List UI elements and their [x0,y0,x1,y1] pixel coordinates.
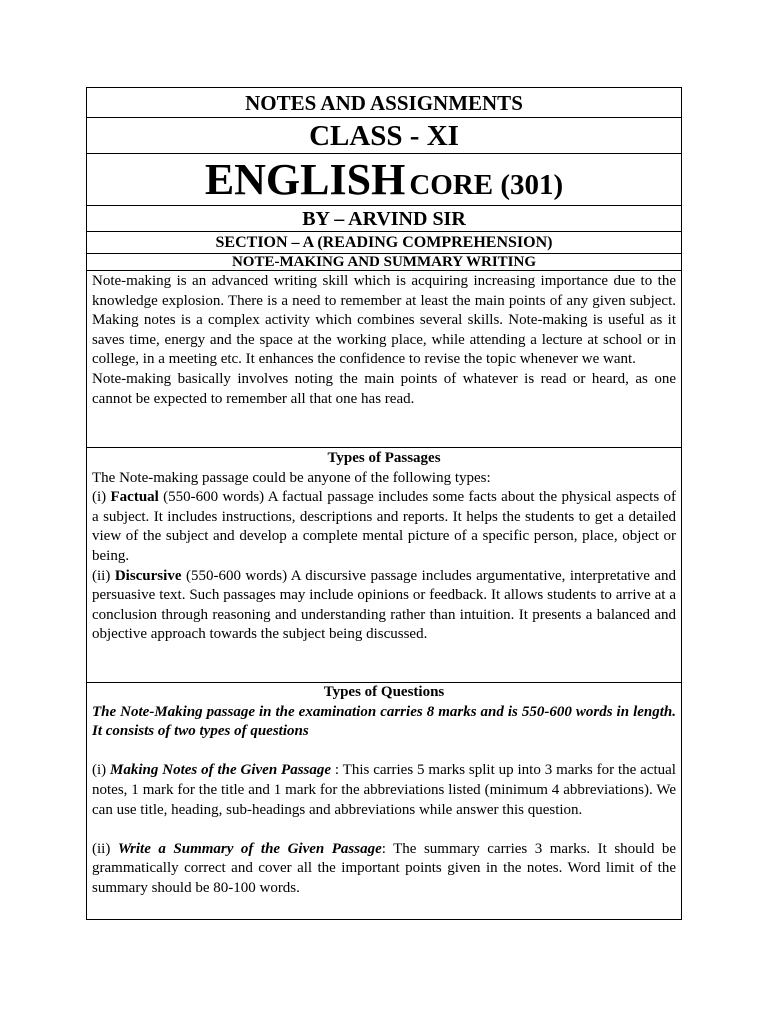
questions-block [87,683,681,919]
q2-prefix: (ii) [92,840,118,857]
subject-main: ENGLISH [204,155,406,204]
questions-lead: The Note-Making passage in the examination carries 8 marks and is 550-600 words in length. It consists of two types of questions [92,703,676,740]
question-2 [92,840,676,899]
questions-heading: Types of Questions [323,684,445,700]
factual-prefix: (i) [92,489,111,506]
subject-rest: CORE (301) [409,169,564,201]
factual-item [92,488,676,566]
discursive-item [92,567,676,645]
q1-text: : This carries 5 marks split up into 3 marks for the actual notes, 1 mark for the title and 1 mark for the abbreviations listed (minimum 4 abbreviations). We can use title, heading, sub-headings and abbreviations while answer this question. [92,762,676,818]
intro-paragraph-2: Note-making basically involves noting the main points of whatever is read or heard, as one cannot be expected to remember all that one has read. [92,370,676,407]
passages-lead: The Note-making passage could be anyone of the following types: [92,469,491,486]
spacer [92,742,676,762]
author-line: BY – ARVIND SIR [87,206,681,232]
topic-heading: NOTE-MAKING AND SUMMARY WRITING [87,254,681,271]
factual-term: Factual [110,489,159,506]
passages-block [87,448,681,683]
class-label: CLASS - XI [87,118,681,154]
discursive-text: (550-600 words) A discursive passage includes argumentative, interpretative and persuasive text. Such passages may include opinions or feedback. It allows students to arrive at a conclusion through reasoning and understanding rather than intuition. It presents a balanced and objective approach towards the subject being discussed. [92,567,676,643]
q2-term: Write a Summary of the Given Passage [117,840,382,857]
subject-title [87,154,681,206]
intro-paragraph-1: Note-making is an advanced writing skill which is acquiring increasing importance due to the knowledge explosion. There is a need to remember at least the main points of any given subject. Making notes is a complex activity which combines several skills. Note-making is useful as it saves time, energy and the space at the working place, while attending a lecture at school or in college, in a meeting etc. It enhances the confidence to revise the topic whenever we want. [92,273,676,368]
spacer [92,820,676,840]
factual-text: (550-600 words) A factual passage includes some facts about the physical aspects of a subject. It includes instructions, descriptions and reports. It helps the students to get a detailed view of the subject and develop a complete mental picture of a specific person, place, object or being. [92,489,676,564]
discursive-term: Discursive [114,567,182,584]
q1-term: Making Notes of the Given Passage [110,762,332,779]
question-1 [92,761,676,820]
passages-heading: Types of Passages [327,450,441,466]
q1-prefix: (i) [92,762,111,779]
document-title: NOTES AND ASSIGNMENTS [87,88,681,118]
q2-text: : The summary carries 3 marks. It should be grammatically correct and cover all the important points given in the notes. Word limit of the summary should be 80-100 words. [92,840,676,896]
discursive-prefix: (ii) [92,567,115,584]
section-heading: SECTION – A (READING COMPREHENSION) [87,232,681,254]
intro-block [87,271,681,448]
notes-document [86,87,682,920]
